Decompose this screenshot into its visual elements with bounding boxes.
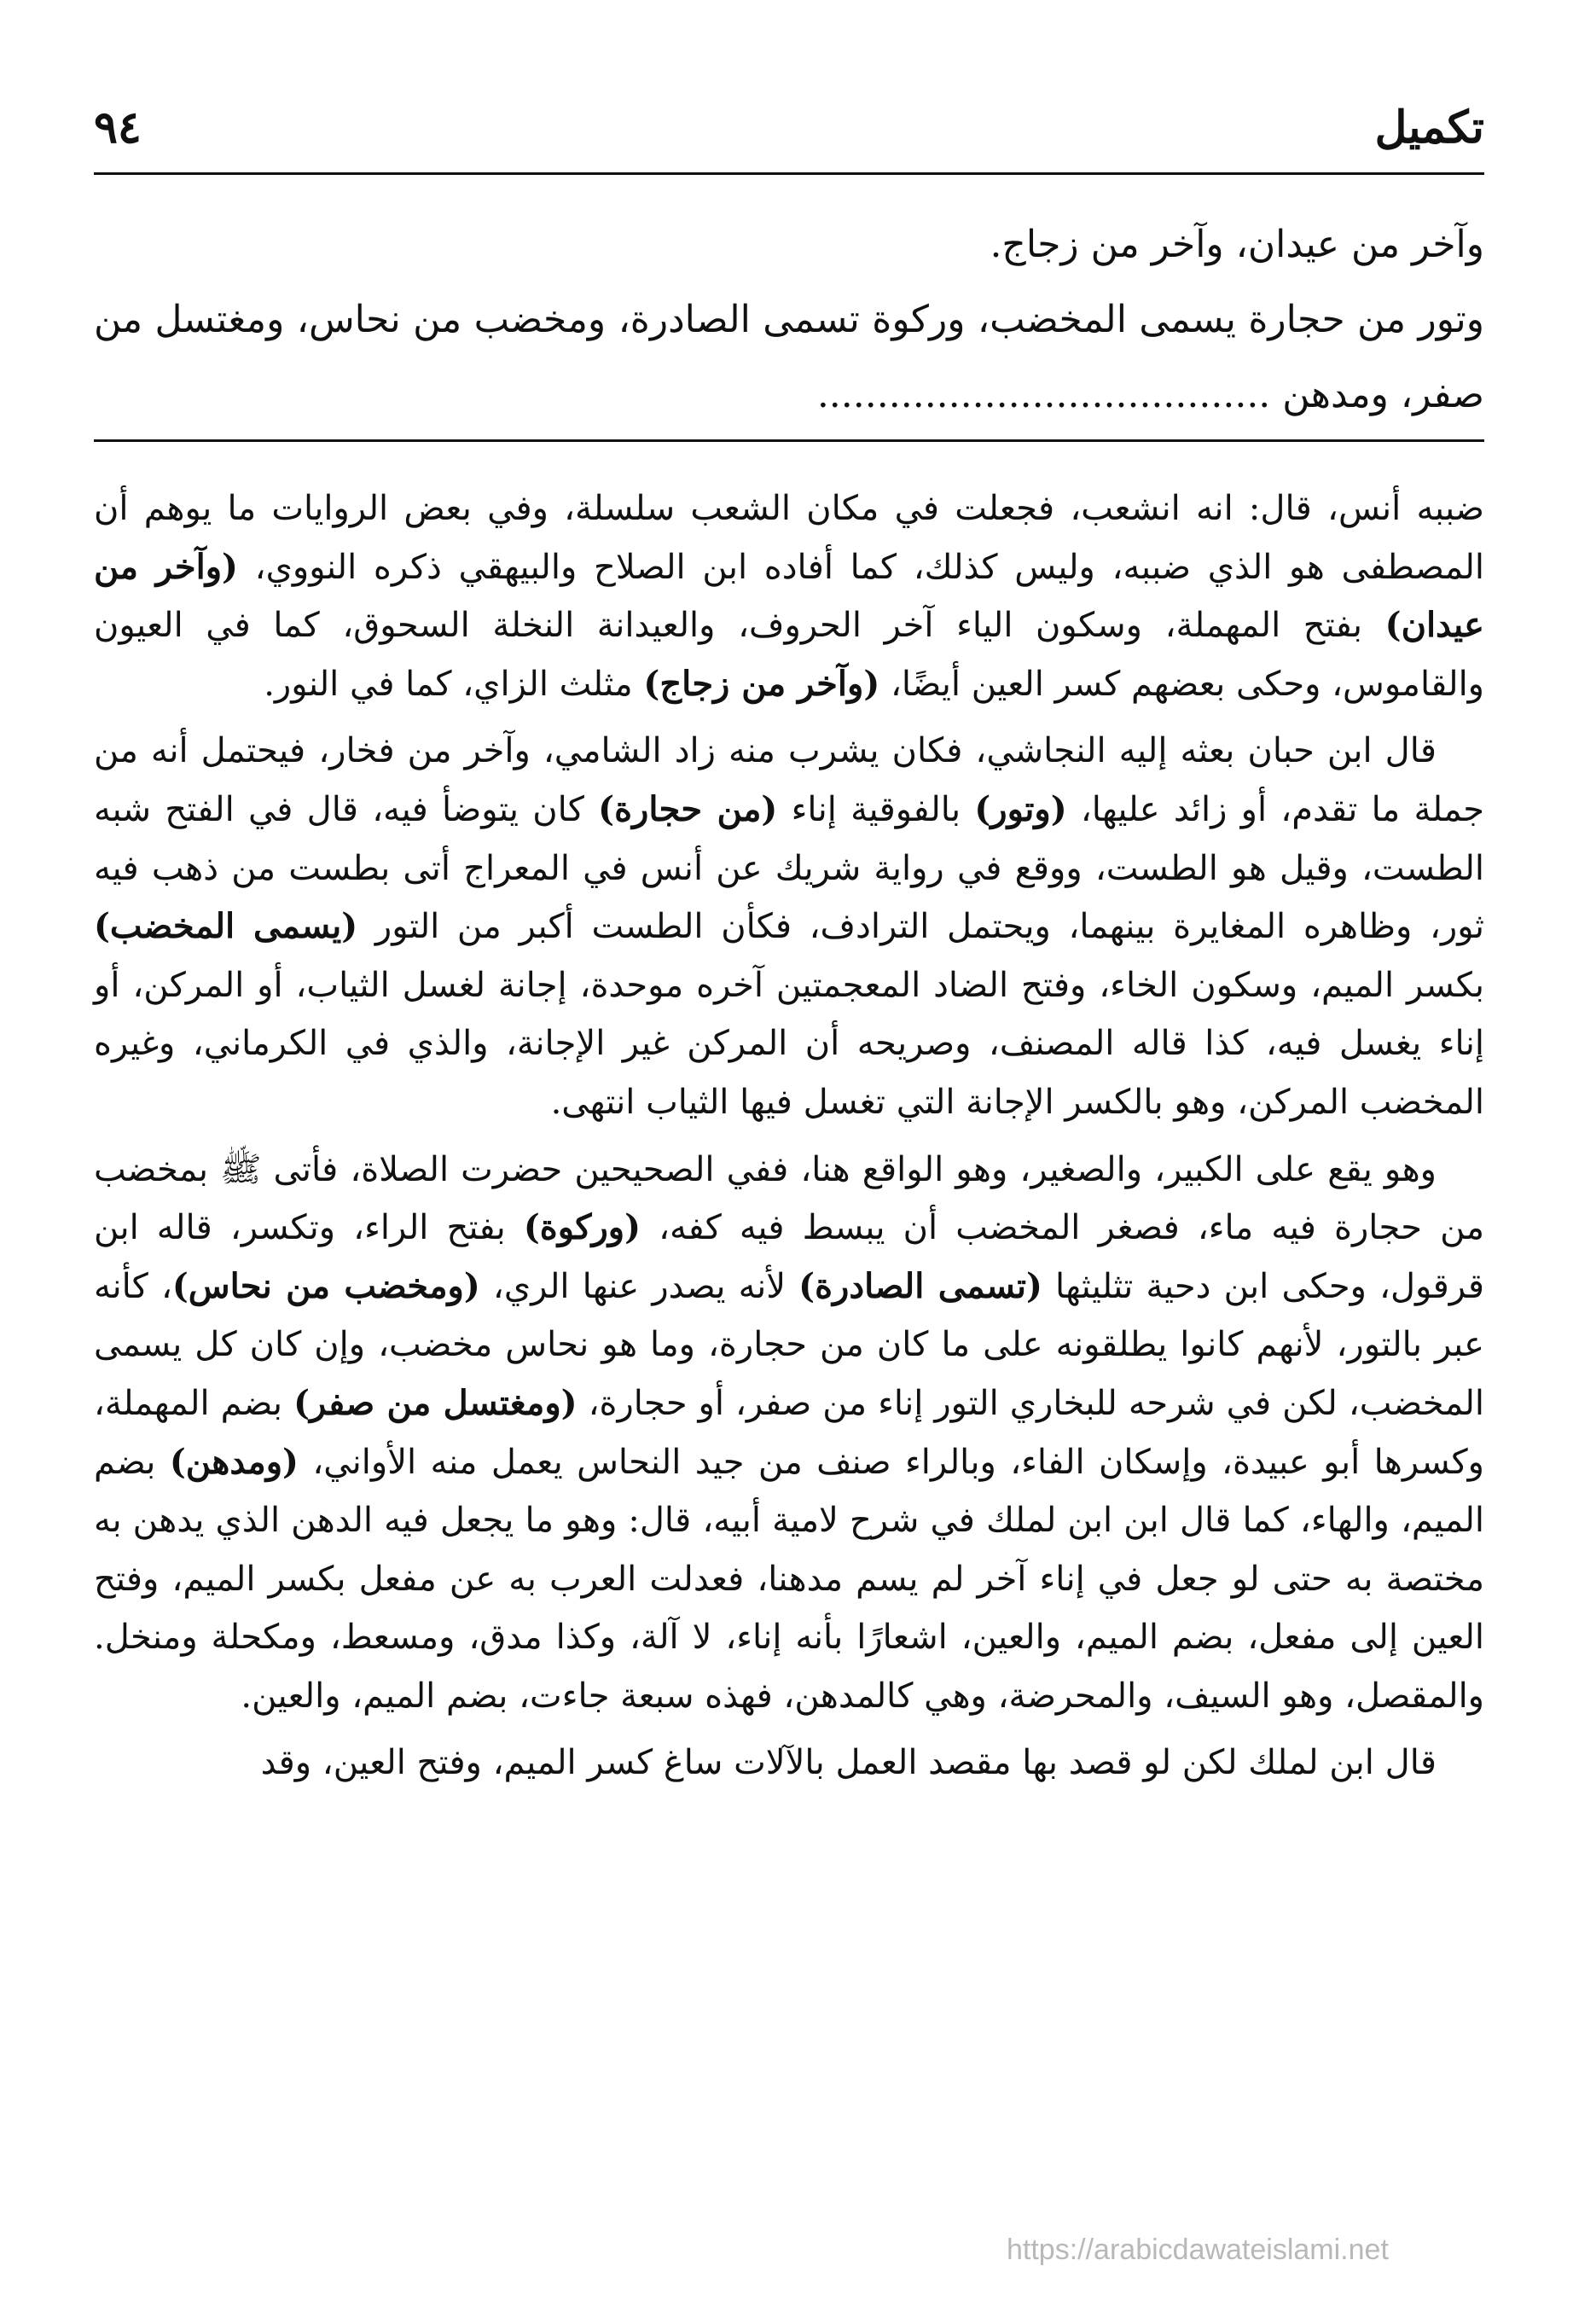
text-segment: لأنه يصدر عنها الري،: [479, 1266, 799, 1306]
bold-quote-segment: (وآخر من زجاج): [643, 663, 880, 704]
commentary-paragraph-1: [94, 479, 1484, 713]
book-page: [94, 75, 1484, 1801]
text-segment: بفتح المهملة، وسكون الياء آخر الحروف، والعيدانة النخلة السحوق، كما في العيون والقاموس، وحكى بعضهم كسر العين أيضًا،: [94, 606, 1484, 704]
bold-quote-segment: (يسمى المخضب): [94, 906, 358, 947]
text-segment: قال ابن حبان بعثه إليه النجاشي، فكان يشرب منه زاد الشامي، وآخر من فخار، فيحتمل أنه من جملة ما تقدم، أو زائد عليها،: [94, 731, 1484, 829]
matn-separator-rule: [94, 439, 1484, 442]
running-title: تكميل: [1374, 102, 1484, 154]
header-rule: [94, 172, 1484, 175]
text-segment: بالفوقية إناء: [777, 789, 975, 829]
text-segment: قال ابن لملك لكن لو قصد بها مقصد العمل بالآلات ساغ كسر الميم، وفتح العين، وقد: [260, 1743, 1437, 1783]
text-segment: كان يتوضأ فيه، قال في الفتح شبه الطست، وقيل هو الطست، ووقع في رواية شريك عن أنس في المعراج أتى بطست من ذهب فيه ثور، وظاهره المغايرة بينهما، ويحتمل الترادف، فكأن الطست أكبر من التور: [94, 789, 1484, 947]
commentary-paragraph-3: [94, 1141, 1484, 1726]
page-number: ٩٤: [94, 102, 142, 154]
matn-paragraph-2: [94, 282, 1484, 433]
bold-quote-segment: (ومدهن): [169, 1441, 299, 1482]
text-segment: بضم الميم، والهاء، كما قال ابن ابن لملك في شرح لامية أبيه، قال: وهو ما يجعل فيه الدهن الذي يدهن به مختصة به حتى لو جعل في إناء آخر لم يسم مدهنا، فعدلت العرب به عن مفعل بكسر الميم، وفتح العين إلى مفعل، بضم الميم، والعين، اشعارًا بأنه إناء، لا آلة، وكذا مدق، ومسعط، ومكحلة ومنخل. والمقصل، وهو السيف، والمحرضة، وهي كالمدهن، فهذه سبعة جاءت، بضم الميم، والعين.: [94, 1442, 1485, 1716]
text-segment: بفتح الراء، وتكسر، قاله ابن قرقول، وحكى ابن دحية تثليثها: [94, 1208, 1484, 1306]
bold-quote-segment: (وآخر من عيدان): [94, 546, 1484, 646]
text-segment: ، كأنه عبر بالتور، لأنهم كانوا يطلقونه على ما كان من حجارة، وما هو نحاس مخضب، وإن كان كل يسمى المخضب، لكن في شرحه للبخاري التور إناء من صفر، أو حجارة،: [94, 1266, 1484, 1423]
watermark-url: https://arabicdawateislami.net: [1007, 2234, 1389, 2266]
commentary-paragraph-4: [94, 1734, 1484, 1792]
text-segment: وهو يقع على الكبير، والصغير، وهو الواقع هنا، ففي الصحيحين حضرت الصلاة، فأتى ﷺ بمخضب من حجارة فيه ماء، فصغر المخضب أن يبسط فيه كفه،: [94, 1149, 1485, 1248]
text-segment: بكسر الميم، وسكون الخاء، وفتح الضاد المعجمتين آخره موحدة، إجانة لغسل الثياب، أو المركن، أو إناء يغسل فيه، كذا قاله المصنف، وصريحه أن المركن غير الإجانة، والذي في الكرماني، وغيره المخضب المركن، وهو بالكسر الإجانة التي تغسل فيها الثياب انتهى.: [94, 965, 1484, 1122]
main-text: [94, 207, 1484, 433]
bold-quote-segment: (تسمى الصادرة): [798, 1265, 1042, 1306]
page-header: [94, 75, 1484, 154]
text-segment: ضببه أنس، قال: انه انشعب، فجعلت في مكان الشعب سلسلة، وفي بعض الروايات ما يوهم أن المصطفى هو الذي ضببه، وليس كذلك، كما أفاده ابن الصلاح والبيهقي ذكره النووي،: [94, 489, 1484, 587]
commentary-text: [94, 479, 1484, 1792]
text-segment: مثلث الزاي، كما في النور.: [264, 664, 644, 704]
bold-quote-segment: (ومخضب من نحاس): [171, 1265, 480, 1306]
bold-quote-segment: (من حجارة): [598, 788, 778, 829]
ellipsis-dots: ......................................: [816, 373, 1271, 416]
commentary-paragraph-2: [94, 722, 1484, 1131]
bold-quote-segment: (وركوة): [523, 1207, 641, 1248]
matn-paragraph-2-text: وتور من حجارة يسمى المخضب، وركوة تسمى الصادرة، ومخضب من نحاس، ومغتسل من صفر، ومدهن: [94, 298, 1484, 416]
bold-quote-segment: (وتور): [974, 788, 1067, 829]
text-segment: بضم المهملة، وكسرها أبو عبيدة، وإسكان الفاء، وبالراء صنف من جيد النحاس يعمل منه الأواني،: [94, 1383, 1485, 1482]
bold-quote-segment: (ومغتسل من صفر): [293, 1382, 578, 1423]
matn-line-1: وآخر من عيدان، وآخر من زجاج.: [990, 223, 1484, 266]
